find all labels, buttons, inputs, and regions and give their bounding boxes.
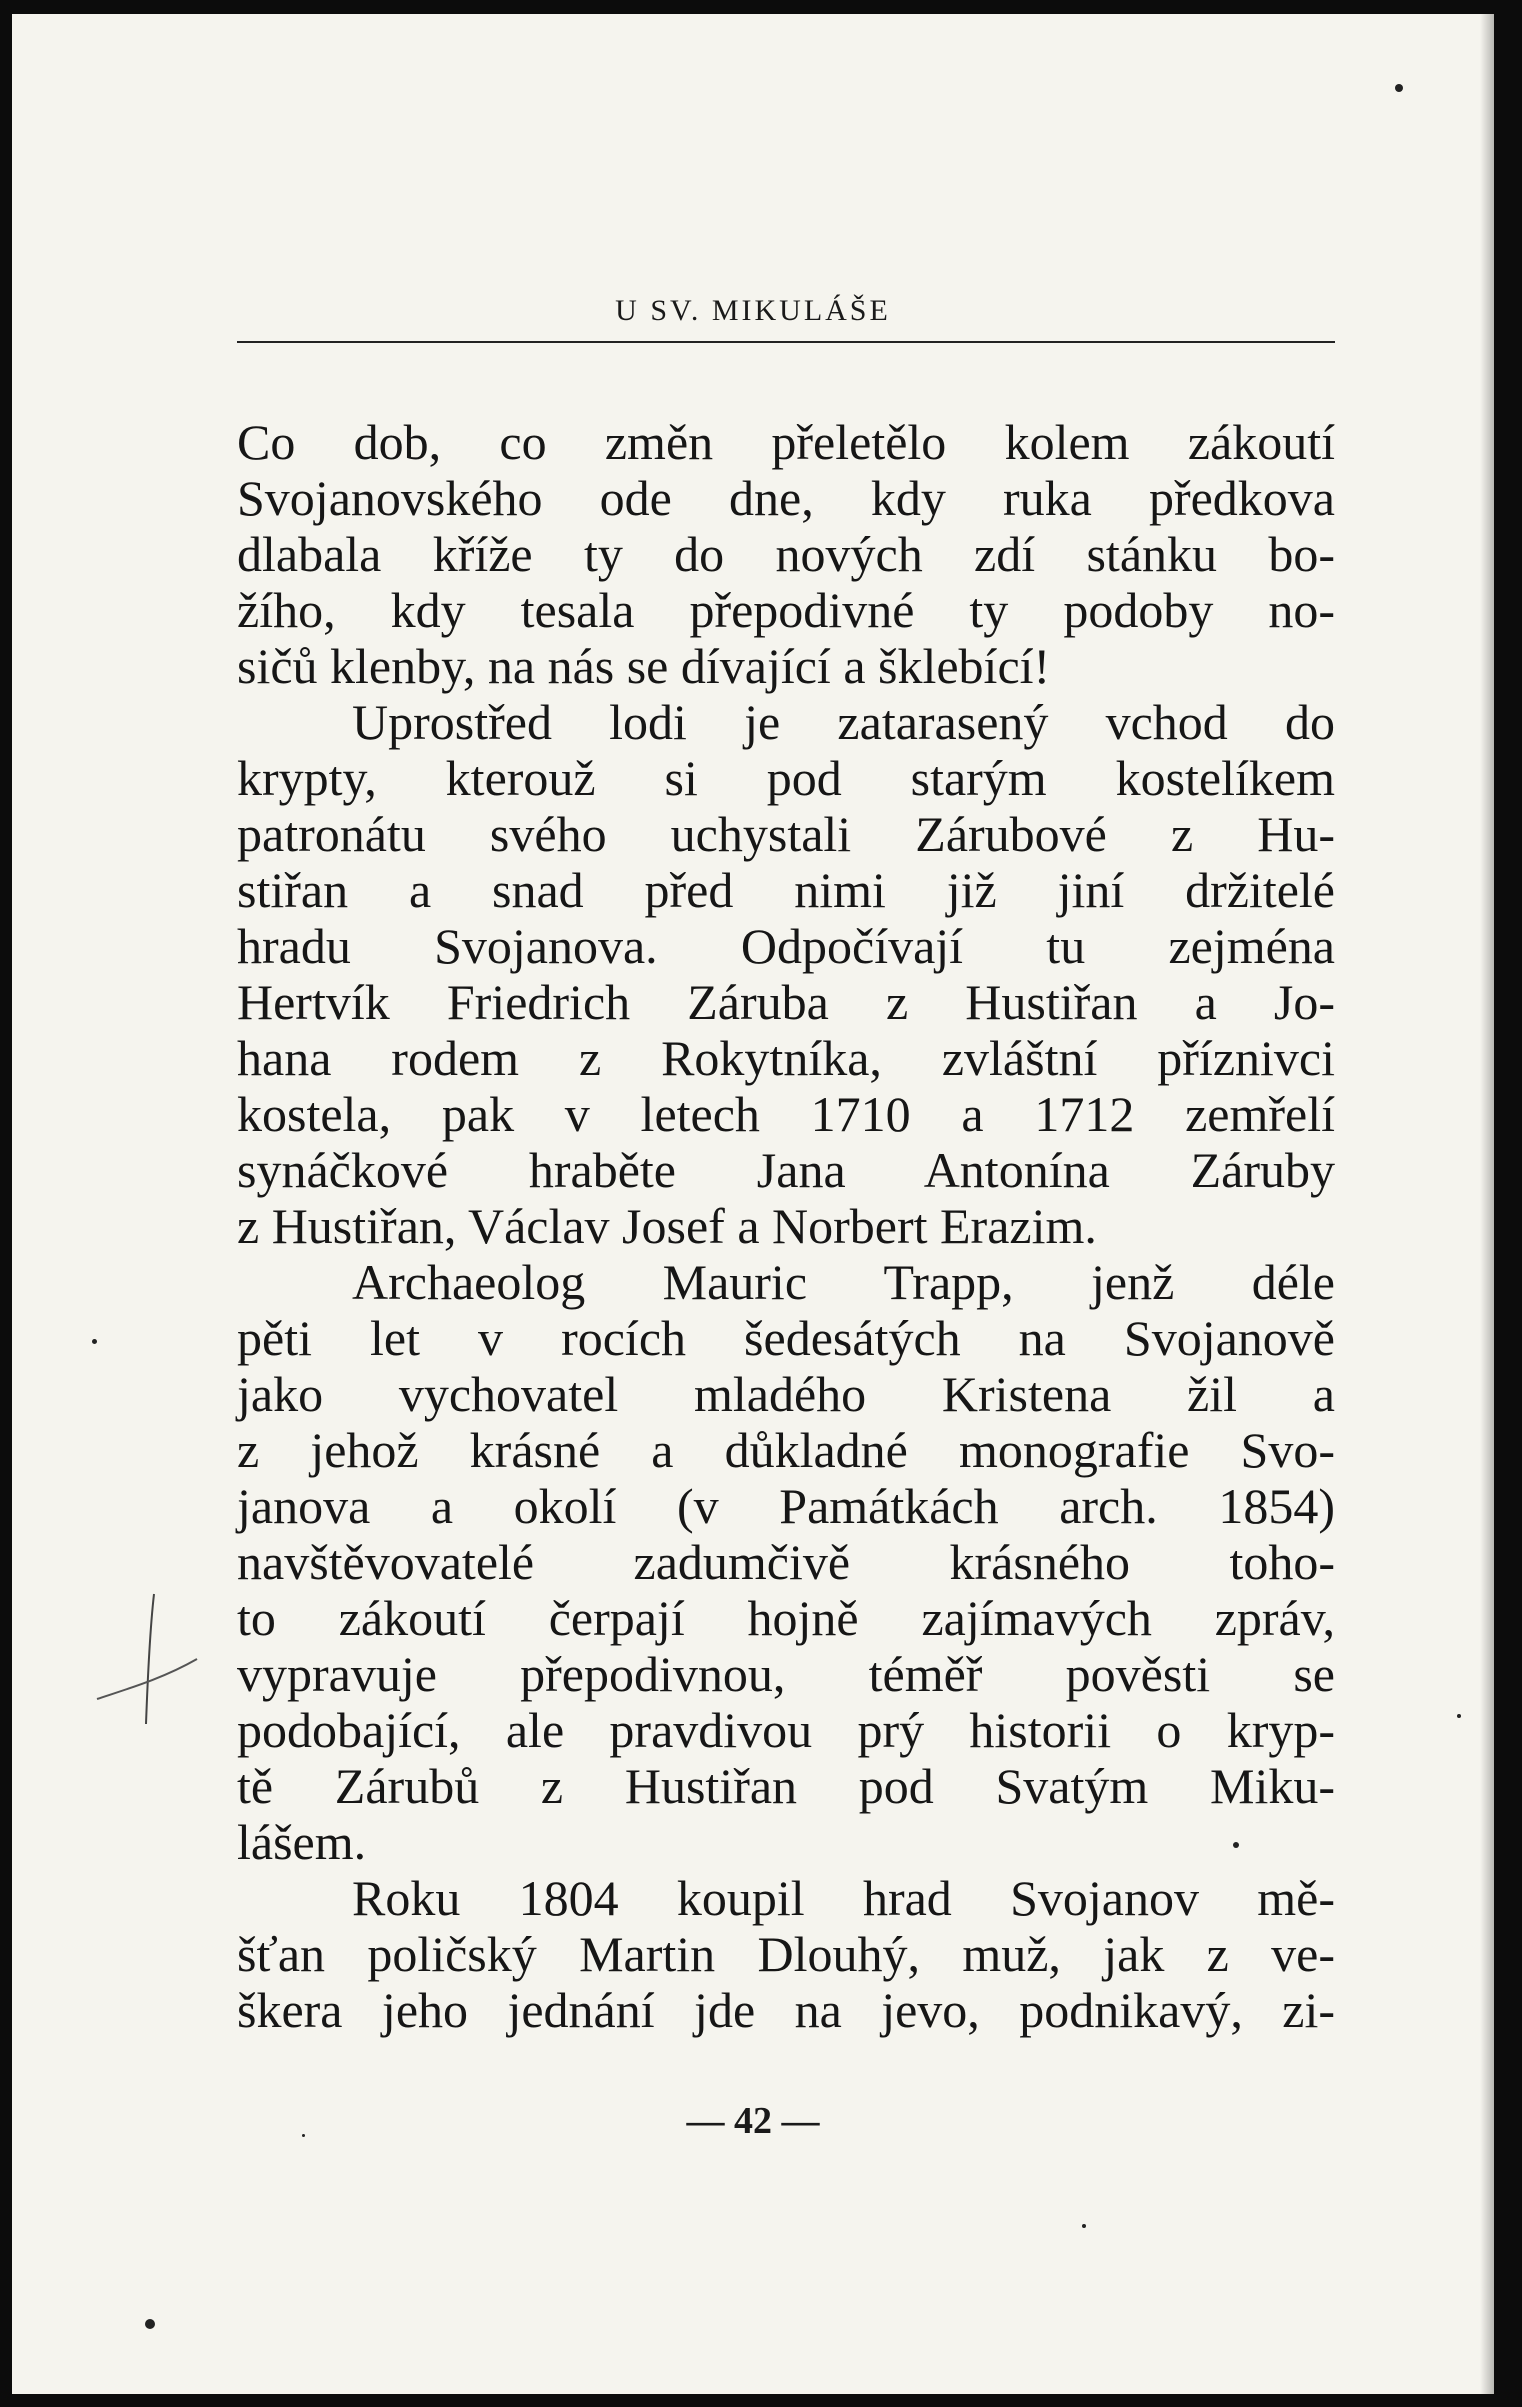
text-line: hradu Svojanova. Odpočívají tu zejména (237, 918, 1335, 974)
text-line: šťan poličský Martin Dlouhý, muž, jak z ve- (237, 1926, 1335, 1982)
text-line: synáčkové hraběte Jana Antonína Záruby (237, 1142, 1335, 1198)
text-line: Roku 1804 koupil hrad Svojanov mě- (352, 1870, 1335, 1926)
scan-speck (145, 2319, 155, 2329)
scan-speck (302, 2134, 305, 2137)
text-line: lášem. (237, 1814, 367, 1870)
text-line: podobající, ale pravdivou prý historii o kryp- (237, 1702, 1335, 1758)
scan-speck (1082, 2224, 1086, 2228)
scan-speck (1395, 84, 1403, 92)
text-line: Svojanovského ode dne, kdy ruka předkova (237, 470, 1335, 526)
book-page (12, 14, 1494, 2394)
pencil-mark-icon (92, 1589, 202, 1729)
text-line: hana rodem z Rokytníka, zvláštní příznivci (237, 1030, 1335, 1086)
header-rule (237, 341, 1335, 343)
text-line: stiřan a snad před nimi již jiní držitelé (237, 862, 1335, 918)
page-number: — 42 — (686, 2100, 820, 2142)
text-line: sičů klenby, na nás se dívající a šklebící! (237, 638, 1051, 694)
running-header: U SV. MIKULÁŠE (615, 294, 891, 327)
text-line: z jehož krásné a důkladné monografie Svo- (237, 1422, 1335, 1478)
text-line: krypty, kterouž si pod starým kostelíkem (237, 750, 1335, 806)
text-line: pěti let v rocích šedesátých na Svojanově (237, 1310, 1335, 1366)
text-line: žího, kdy tesala přepodivné ty podoby no- (237, 582, 1335, 638)
scan-speck (1233, 1842, 1239, 1848)
text-line: z Hustiřan, Václav Josef a Norbert Erazim. (237, 1198, 1097, 1254)
body-text (237, 414, 1335, 2038)
text-line: Hertvík Friedrich Záruba z Hustiřan a Jo- (237, 974, 1335, 1030)
text-line: Co dob, co změn přeletělo kolem zákoutí (237, 414, 1335, 470)
text-line: kostela, pak v letech 1710 a 1712 zemřelí (237, 1086, 1335, 1142)
text-line: Archaeolog Mauric Trapp, jenž déle (352, 1254, 1335, 1310)
text-line: tě Zárubů z Hustiřan pod Svatým Miku- (237, 1758, 1335, 1814)
text-line: janova a okolí (v Památkách arch. 1854) (237, 1478, 1335, 1534)
scan-speck (92, 1339, 97, 1344)
text-line: dlabala kříže ty do nových zdí stánku bo- (237, 526, 1335, 582)
scan-speck (1457, 1714, 1461, 1718)
text-line: vypravuje přepodivnou, téměř pověsti se (237, 1646, 1335, 1702)
text-line: navštěvovatelé zadumčivě krásného toho- (237, 1534, 1335, 1590)
text-line: patronátu svého uchystali Zárubové z Hu- (237, 806, 1335, 862)
text-line: škera jeho jednání jde na jevo, podnikavý, zi- (237, 1982, 1335, 2038)
text-line: Uprostřed lodi je zatarasený vchod do (352, 694, 1335, 750)
text-line: to zákoutí čerpají hojně zajímavých zpráv, (237, 1590, 1335, 1646)
page-edge-shadow (1480, 14, 1494, 2394)
text-line: jako vychovatel mladého Kristena žil a (237, 1366, 1335, 1422)
